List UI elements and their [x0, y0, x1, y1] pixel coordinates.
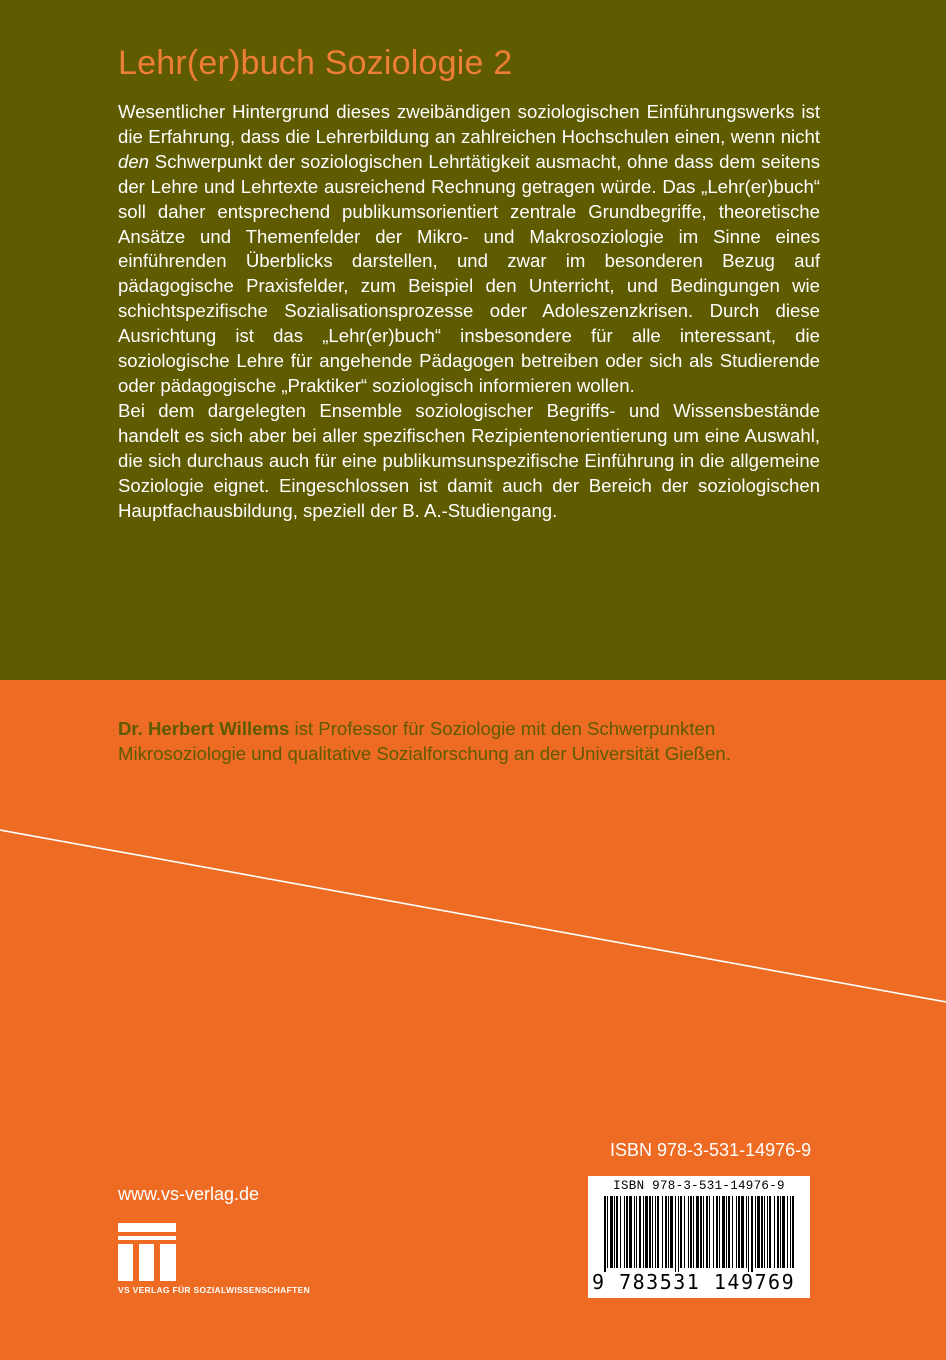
barcode-bar [738, 1196, 740, 1268]
barcode-bar [792, 1196, 794, 1268]
barcode-bar [649, 1196, 651, 1268]
barcode-bar [716, 1196, 718, 1268]
barcode-bar [751, 1196, 753, 1272]
blurb-paragraph-2: Bei dem dargelegten Ensemble soziologischer Begriffs- und Wissensbestände handelt es sich aber bei aller spezifischen Rezipientenorientierung um eine Auswahl, die sich durchaus auch für eine publikumsunspezifische Einführung in die allgemeine Soziologie eignet. Eingeschlossen ist damit auch der Bereich der soziologischen Hauptfachausbildung, speziell der B. A.-Studiengang. [118, 399, 820, 521]
barcode-bar [675, 1196, 676, 1272]
blurb-paragraph-1: Wesentlicher Hintergrund dieses zweibändigen soziologischen Einführungswerks ist die Erfahrung, dass die Lehrerbildung an zahlreichen Hochschulen einen, wenn nicht den Schwerpunkt der soziologischen Lehrtätigkeit ausmacht, ohne dass dem seitens der Lehre und Lehrtexte ausreichend Rechnung getragen würde. Das „Lehr(er)buch“ soll daher entsprechend publikumsorientiert zentrale Grundbegriffe, theoretische Ansätze und Themenfelder der Mikro- und Makrosoziologie im Sinne eines einführenden Überblicks darstellen, und zwar im besonderen Bezug auf pädagogische Praxisfelder, zum Beispiel den Unterricht, und Bedingungen wie schichtspezifische Sozialisationsprozesse oder Adoleszenzkrisen. Durch diese Ausrichtung ist das „Lehr(er)buch“ insbesondere für alle interessant, die soziologische Lehre für angehende Pädagogen betreiben oder sich als Studierende oder pädagogische „Praktiker“ soziologisch informieren wollen. [118, 101, 820, 396]
barcode-bar [645, 1196, 648, 1268]
barcode-bar [620, 1196, 621, 1268]
barcode-bar [639, 1196, 641, 1268]
barcode-bar [706, 1196, 708, 1268]
barcode-bar [610, 1196, 613, 1268]
barcode-bar [713, 1196, 714, 1268]
publisher-name: VS VERLAG FÜR SOZIALWISSENSCHAFTEN [118, 1285, 311, 1295]
barcode-bar [680, 1196, 682, 1268]
barcode-bar [746, 1196, 747, 1268]
barcode-bar [700, 1196, 702, 1268]
barcode-bar [755, 1196, 756, 1268]
barcode-bar [662, 1196, 663, 1268]
barcode-bar [709, 1196, 710, 1268]
barcode-bar [696, 1196, 699, 1268]
barcode-bar [616, 1196, 618, 1268]
barcode-bar [761, 1196, 763, 1268]
barcode-bar [748, 1196, 749, 1272]
barcode-bar [634, 1196, 635, 1268]
barcode-bar [774, 1196, 775, 1268]
isbn-barcode [588, 1176, 810, 1298]
book-title: Lehr(er)buch Soziologie 2 [118, 44, 513, 82]
barcode-bar [780, 1196, 781, 1268]
barcode-bar [764, 1196, 765, 1268]
barcode-bar [741, 1196, 744, 1268]
barcode-bar [636, 1196, 637, 1268]
publisher-website[interactable]: www.vs-verlag.de [118, 1184, 260, 1204]
barcode-bar [688, 1196, 689, 1268]
barcode-bar [726, 1196, 727, 1268]
barcode-bar [614, 1196, 615, 1268]
barcode-bar [703, 1196, 704, 1268]
barcode-bar [777, 1196, 779, 1268]
barcode-bar [607, 1196, 608, 1268]
barcode-bar [782, 1196, 785, 1268]
barcode-bar [643, 1196, 644, 1268]
barcode-bar [693, 1196, 694, 1268]
barcode-bar [736, 1196, 737, 1268]
barcode-bar [690, 1196, 692, 1268]
author-bio [118, 717, 818, 767]
barcode-bar [684, 1196, 685, 1268]
barcode-isbn-text: ISBN 978-3-531-14976-9 [613, 1179, 785, 1193]
barcode-bar [604, 1196, 606, 1272]
barcode-bar [769, 1196, 771, 1268]
barcode-bar [757, 1196, 760, 1268]
barcode-bar [728, 1196, 730, 1268]
barcode-bar [668, 1196, 669, 1268]
barcode-bar [790, 1196, 791, 1268]
barcode-bar [670, 1196, 673, 1268]
barcode-bar [624, 1196, 625, 1268]
barcode-bar [665, 1196, 667, 1268]
barcode-bars [604, 1196, 796, 1272]
barcode-bar [732, 1196, 733, 1268]
isbn-label: ISBN 978-3-531-14976-9 [610, 1140, 812, 1160]
barcode-bar [722, 1196, 725, 1268]
barcode-bar [787, 1196, 788, 1268]
barcode-bar [655, 1196, 656, 1268]
blurb-text [118, 100, 820, 523]
barcode-bar [719, 1196, 720, 1268]
barcode-bar [652, 1196, 653, 1268]
barcode-bar [626, 1196, 628, 1268]
barcode-bar [767, 1196, 768, 1268]
barcode-bar [629, 1196, 632, 1268]
emphasis-den: den [118, 150, 150, 172]
author-name: Dr. Herbert Willems [118, 718, 290, 739]
barcode-digits: 9 783531 149769 [592, 1270, 796, 1294]
barcode-bar [657, 1196, 659, 1268]
barcode-bar [678, 1196, 679, 1272]
publisher-logo-icon [118, 1223, 178, 1281]
author-description: ist Professor für Soziologie mit den Schwerpunkten Mikrosoziologie und qualitative Sozialforschung an der Universität Gießen. [118, 718, 731, 764]
